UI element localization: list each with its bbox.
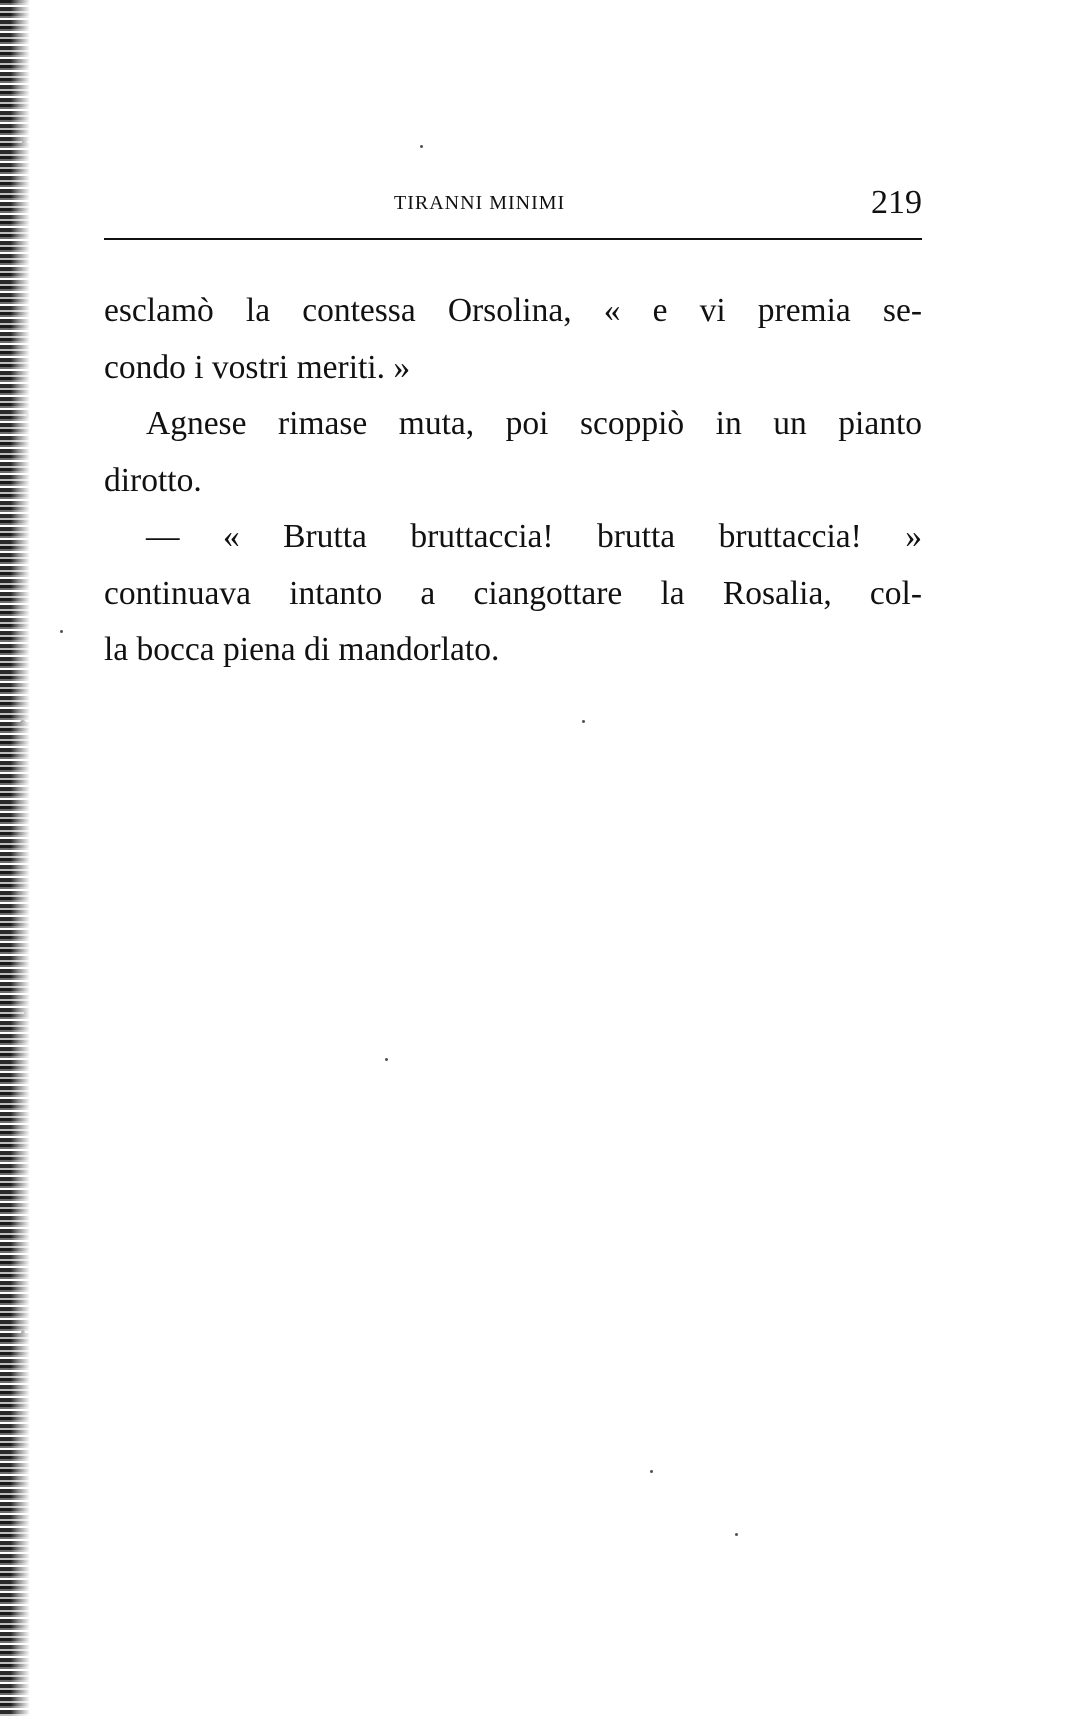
scan-speck <box>420 145 423 148</box>
scan-speck <box>60 630 63 633</box>
text-line: esclamò la contessa Orsolina, « e vi premia se- <box>104 292 922 329</box>
scan-speck <box>21 1330 25 1337</box>
scan-speck <box>26 410 30 416</box>
scan-speck <box>650 1470 653 1473</box>
scanned-binding-edge <box>0 0 30 1716</box>
scan-speck <box>24 1010 29 1015</box>
scan-speck <box>20 720 26 725</box>
text-line: — « Brutta bruttaccia! brutta bruttaccia! » <box>146 518 922 555</box>
scan-speck <box>22 140 27 144</box>
page-number: 219 <box>871 184 922 221</box>
scan-speck <box>385 1058 388 1061</box>
running-head <box>104 186 922 226</box>
text-line: dirotto. <box>104 461 202 499</box>
running-title: TIRANNI MINIMI <box>394 192 566 214</box>
scan-speck <box>582 720 585 723</box>
text-line: condo i vostri meriti. » <box>104 348 411 386</box>
text-line: Agnese rimase muta, poi scoppiò in un pianto <box>146 405 922 442</box>
text-line: continuava intanto a ciangottare la Rosalia, col- <box>104 574 922 612</box>
scan-speck <box>735 1533 738 1536</box>
scan-speck <box>25 1580 30 1584</box>
body-text <box>104 283 922 679</box>
header-rule <box>104 238 922 240</box>
text-line: la bocca piena di mandorlato. <box>104 631 500 668</box>
